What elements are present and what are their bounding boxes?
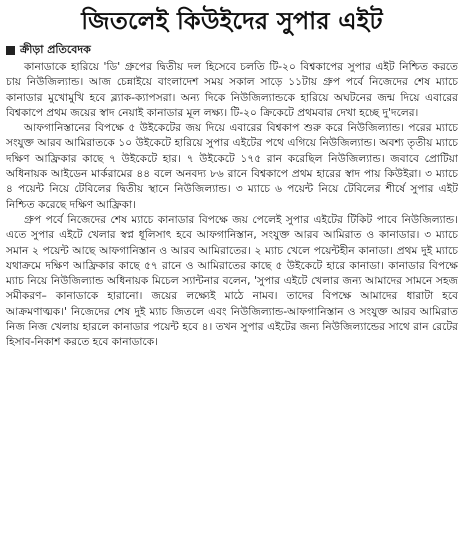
news-article <box>6 4 458 535</box>
article-paragraph-2: আফগানিস্তানের বিপক্ষে ৫ উইকেটের জয় দিয়ে এবারের বিশ্বকাপ শুরু করে নিউজিল্যান্ড। পরের ম্যাচে সংযুক্ত আরব আমিরাতকে ১০ উইকেটে হারিয়ে সুপার এইটের পথে এগিয়ে নিউজিল্যান্ড। অবশ্য তৃতীয় ম্যাচে দক্ষিণ আফ্রিকার কাছে ৭ উইকেটে হার। ৭ উইকেটে ১৭৫ রান করেছিল নিউজিল্যান্ড। জবাবে প্রোটিয়া অধিনায়ক আইডেন মার্করামের ৪৪ বলে অনবদ্য ৮৬ রানে বিশ্বকাপে প্রথম হারের স্বাদ পায় কিউইরা। ৩ ম্যাচে ৪ পয়েন্ট নিয়ে টেবিলের দ্বিতীয় স্থানে নিউজিল্যান্ড। ৩ ম্যাচে ৬ পয়েন্ট নিয়ে টেবিলের শীর্ষে সুপার এইট নিশ্চিত করেছে দক্ষিণ আফ্রিকা। <box>6 122 458 211</box>
article-paragraph-1: কানাডাকে হারিয়ে 'ডি' গ্রুপের দ্বিতীয় দল হিসেবে চলতি টি-২০ বিশ্বকাপের সুপার এইট নিশ্চিত করতে চায় নিউজিল্যান্ড। আজ চেন্নাইয়ে বাংলাদেশ সময় সকাল সাড়ে ১১টায় গ্রুপ পর্বে নিজেদের শেষ ম্যাচে কানাডার মুখোমুখি হবে ব্ল্যাক-ক্যাপসরা। অন্য দিকে নিউজিল্যান্ডকে হারিয়ে অঘটনের জন্ম দিয়ে এবারের বিশ্বকাপে প্রথম জয়ের স্বাদ নেয়াই কানাডার মূল লক্ষ্য। টি-২০ ক্রিকেটে প্রথমবার দেখা হচ্ছে দু'দলের। <box>6 61 458 119</box>
byline-row <box>6 42 458 58</box>
article-body <box>6 60 458 351</box>
article-paragraph-3: গ্রুপ পর্বে নিজেদের শেষ ম্যাচে কানাডার বিপক্ষে জয় পেলেই সুপার এইটের টিকিট পাবে নিউজিল্যান্ড। এতে সুপার এইটে খেলার স্বপ্ন ধূলিসাৎ হবে আফগানিস্তান, সংযুক্ত আরব আমিরাত ও কানাডার। ৩ ম্যাচে সমান ২ পয়েন্ট আছে আফগানিস্তান ও আরব আমিরাতের। ২ ম্যাচ খেলে পয়েন্টহীন কানাডা। প্রথম দুই ম্যাচে যথাক্রমে দক্ষিণ আফ্রিকার কাছে ৫৭ রানে ও আমিরাতের কাছে ৫ উইকেটে হারে কানাডা। কানাডার বিপক্ষে ম্যাচ নিয়ে নিউজিল্যান্ড অধিনায়ক মিচেল স্যান্টনার বলেন, 'সুপার এইটে খেলার জন্য আমাদের সামনে সহজ সমীকরণ– কানাডাকে হারানো। জয়ের লক্ষ্যেই মাঠে নামব। তাদের বিপক্ষে আমাদের ধারাটা হবে আক্রমণাত্মক।' নিজেদের শেষ দুই ম্যাচ জিতলে এবং নিউজিল্যান্ড-আফগানিস্তান ও সংযুক্ত আরব আমিরাত নিজ নিজ খেলায় হারলে কানাডার পয়েন্ট হবে ৪। তখন সুপার এইটের জন্য নিউজিল্যান্ডের সাথে রান রেটের হিসাব-নিকাশ করতে হবে কানাডাকে। <box>6 213 458 349</box>
article-headline: জিতলেই কিউইদের সুপার এইট <box>81 7 383 35</box>
square-bullet-icon <box>6 46 15 55</box>
article-byline: ক্রীড়া প্রতিবেদক <box>20 43 91 56</box>
